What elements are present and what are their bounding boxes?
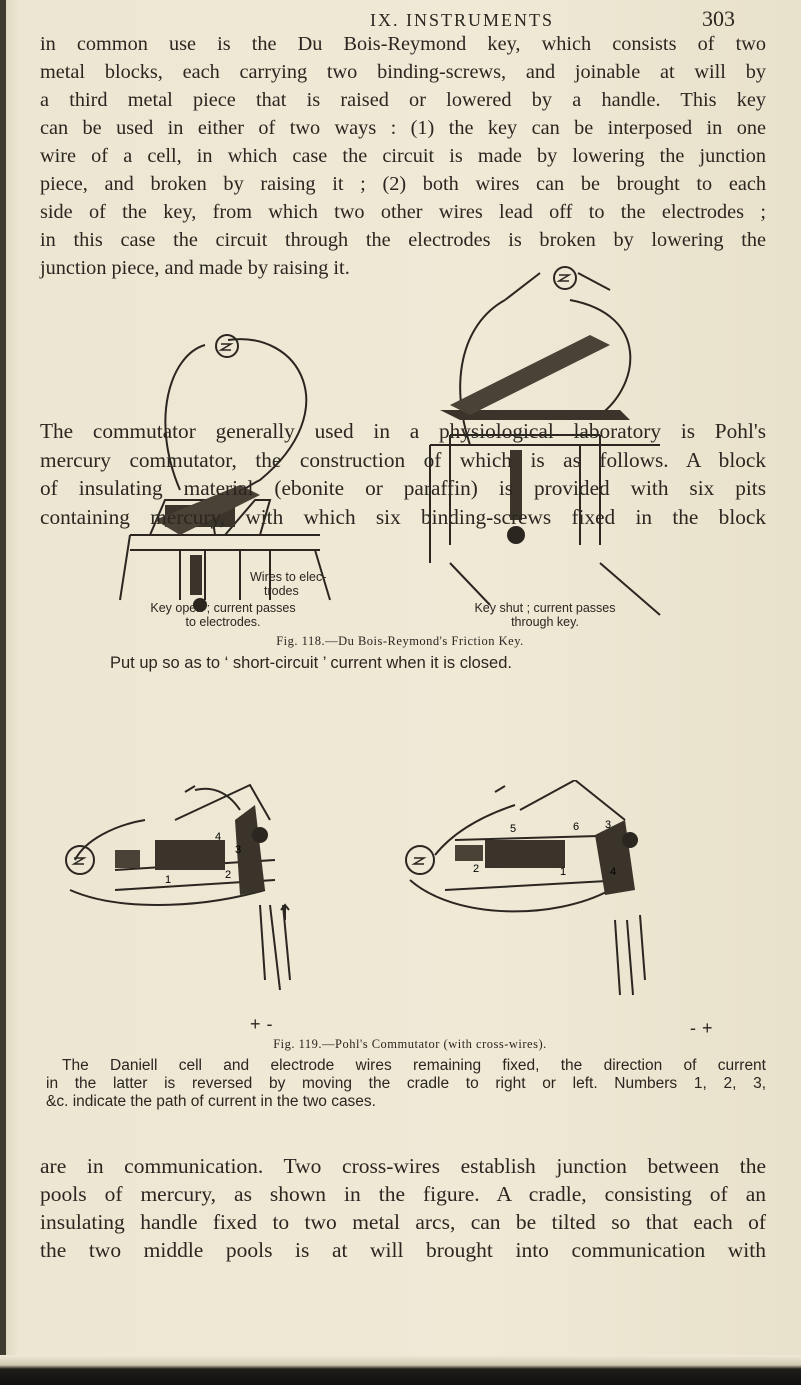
path-number: 2 [225, 869, 232, 881]
caption-line: &c. indicate the path of current in the two cases. [46, 1093, 376, 1110]
text-line: junction piece, and made by raising it. [40, 257, 350, 279]
right-polarity-signs: - + [690, 1018, 714, 1038]
text-line: of insulating material (ebonite or paraffin) is provided with six pits [40, 476, 766, 500]
text-line: piece, and broken by raising it ; (2) both wires can be brought to each [40, 173, 766, 195]
mercury-block [485, 840, 565, 868]
text-line: in this case the circuit through the electrodes is broken by lowering the [40, 229, 766, 251]
fig119-title: Fig. 119.—Pohl's Commutator (with cross-wires). [273, 1037, 547, 1051]
scan-bottom-edge [0, 1355, 801, 1385]
text-line: a third metal piece that is raised or lowered by a handle. This key [40, 89, 766, 111]
wires-label-line: trodes [264, 584, 299, 598]
path-number: 3 [605, 819, 612, 831]
page-number: 303 [702, 6, 735, 31]
chapter-title: IX. INSTRUMENTS [370, 10, 555, 30]
commutator-left-illustration [55, 780, 375, 1000]
fig119-caption [46, 1057, 766, 1111]
fig118-left-caption [118, 601, 328, 629]
path-number: 1 [165, 874, 172, 886]
wires-label [250, 570, 326, 598]
text-line: wire of a cell, in which case the circuit is made by lowering the junction [40, 145, 766, 167]
paragraph-cross-wires [40, 1152, 766, 1264]
left-polarity-signs: + - [250, 1014, 274, 1034]
path-number: 6 [573, 821, 580, 833]
binding-screw-icon [252, 827, 268, 843]
text-line: the two middle pools is at will brought into communication with [40, 1238, 766, 1262]
paragraph-pohl-commutator [40, 417, 766, 531]
fig118-note: Put up so as to ‘ short-circuit ’ current when it is closed. [110, 654, 512, 672]
text-line: can be used in either of two ways : (1) the key can be interposed in one [40, 117, 766, 139]
figure-119-left-commutator [55, 780, 375, 1000]
caption-line: in the latter is reversed by moving the cradle to right or left. Numbers 1, 2, 3, [46, 1075, 766, 1092]
book-spine [0, 0, 6, 1385]
figure-119-right-commutator [395, 780, 735, 1000]
text-line: The commutator generally used in a physiological laboratory is Pohl's [40, 419, 766, 443]
caption-line: The Daniell cell and electrode wires remaining fixed, the direction of current [62, 1057, 766, 1074]
caption-line: to electrodes. [185, 615, 261, 629]
path-number: 2 [473, 863, 480, 875]
text-line: side of the key, from which two other wires lead off to the electrodes ; [40, 201, 766, 223]
fig118-title: Fig. 118.—Du Bois-Reymond's Friction Key. [276, 634, 524, 648]
path-number: 3 [235, 844, 242, 856]
path-number: 1 [560, 866, 567, 878]
commutator-right-illustration [395, 780, 735, 1000]
text-line: mercury commutator, the construction of which is as follows. A block [40, 447, 766, 472]
text-line: pools of mercury, as shown in the figure. A cradle, consisting of an [40, 1182, 766, 1206]
path-number: 4 [610, 866, 617, 878]
caption-line: through key. [511, 615, 579, 629]
path-number: 4 [215, 831, 222, 843]
text-line: insulating handle fixed to two metal arcs, can be tilted so that each of [40, 1210, 766, 1234]
text-line: in common use is the Du Bois-Reymond key, which consists of two [40, 33, 766, 55]
caption-line: Key open ; current passes [150, 601, 296, 615]
mercury-block [155, 840, 225, 870]
fig118-right-caption [430, 601, 660, 629]
text-line: containing mercury, with which six binding-screws fixed in the block [40, 504, 766, 529]
caption-line: Key shut ; current passes [474, 601, 616, 615]
wires-label-line: Wires to elec- [250, 570, 327, 584]
text-line: are in communication. Two cross-wires establish junction between the [40, 1154, 766, 1178]
text-line: metal blocks, each carrying two binding-screws, and joinable at will by [40, 61, 766, 83]
path-number: 5 [510, 823, 517, 835]
binding-screw-icon [622, 832, 638, 848]
